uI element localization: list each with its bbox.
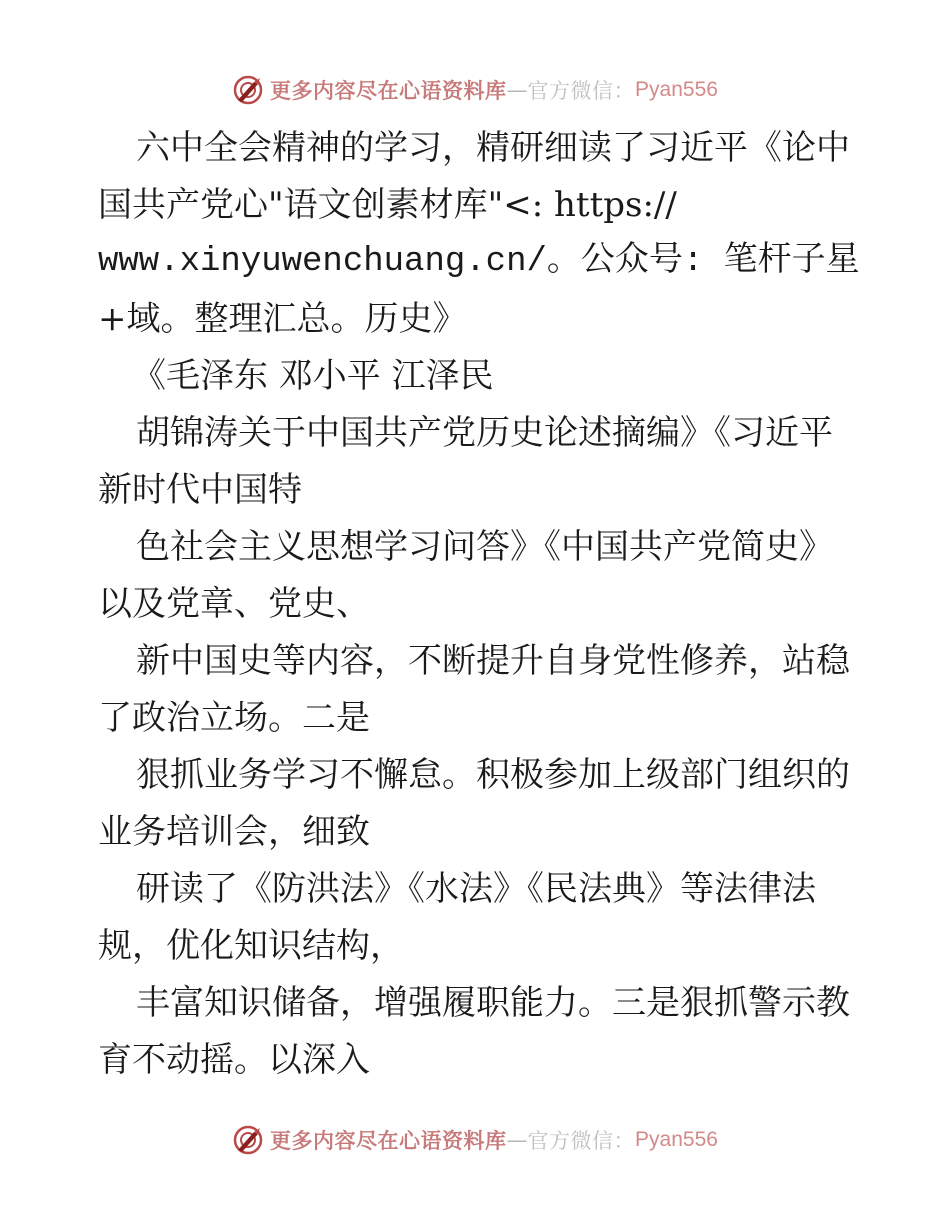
text-line: 规，优化知识结构， bbox=[98, 926, 404, 966]
banner-wechat-id: Pyan556 bbox=[635, 1128, 718, 1151]
banner-wechat-id: Pyan556 bbox=[635, 78, 718, 101]
text-line: 研读了《防洪法》《水法》《民法典》等法律法 bbox=[136, 869, 816, 909]
text-line: 《毛泽东 邓小平 江泽民 bbox=[132, 356, 494, 396]
text-line: 国共产党心"语文创素材库"<: https:// bbox=[98, 185, 677, 225]
header-banner bbox=[0, 70, 950, 110]
footer-banner bbox=[0, 1120, 950, 1160]
text-line: 色社会主义思想学习问答》《中国共产党简史》 bbox=[136, 527, 833, 567]
banner-dash: — bbox=[506, 1128, 528, 1152]
text-line: 新时代中国特 bbox=[98, 470, 302, 510]
text-line: 狠抓业务学习不懈怠。积极参加上级部门组织的 bbox=[136, 755, 850, 795]
banner-sub-text: 官方微信： bbox=[527, 79, 636, 103]
body-text bbox=[98, 120, 858, 1089]
text-line: 了政治立场。二是 bbox=[98, 698, 370, 738]
text-line: 丰富知识储备，增强履职能力。三是狠抓警示教 bbox=[136, 983, 850, 1023]
banner-dash: — bbox=[506, 78, 528, 102]
text-line: 新中国史等内容，不断提升自身党性修养，站稳 bbox=[136, 641, 850, 681]
text-line: 育不动摇。以深入 bbox=[98, 1040, 370, 1080]
logo-icon bbox=[232, 74, 264, 106]
banner-sub-text: 官方微信： bbox=[527, 1129, 636, 1153]
text-line: www.xinyuwenchuang.cn/。公众号: 笔杆子星 bbox=[98, 243, 860, 281]
text-line: 六中全会精神的学习，精研细读了习近平《论中 bbox=[136, 128, 850, 168]
banner-main-text: 更多内容尽在心语资料库 bbox=[270, 78, 507, 103]
logo-icon bbox=[232, 1124, 264, 1156]
text-line: +域。整理汇总。历史》 bbox=[98, 299, 467, 339]
text-line: 业务培训会，细致 bbox=[98, 812, 370, 852]
text-line: 胡锦涛关于中国共产党历史论述摘编》《习近平 bbox=[136, 413, 833, 453]
text-line: 以及党章、党史、 bbox=[98, 584, 370, 624]
banner-main-text: 更多内容尽在心语资料库 bbox=[270, 1128, 507, 1153]
